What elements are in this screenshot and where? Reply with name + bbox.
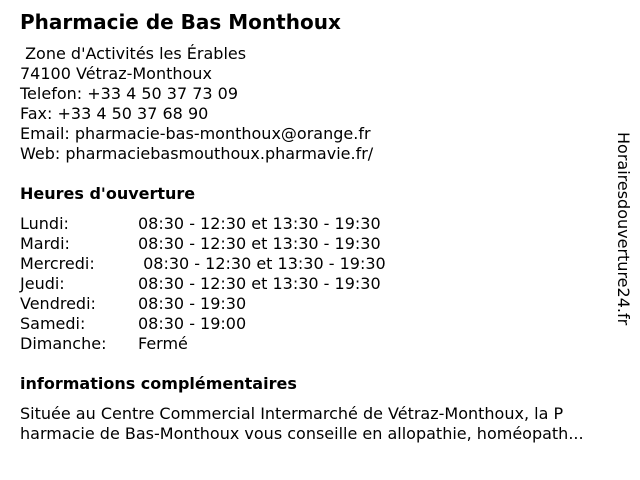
website-address: Web: pharmaciebasmouthoux.pharmavie.fr/	[20, 144, 374, 163]
day-label: Jeudi:	[20, 274, 65, 293]
additional-info-line-2: harmacie de Bas-Monthoux vous conseille en allopathie, homéopath...	[20, 424, 584, 443]
opening-hours-list	[20, 214, 386, 354]
time-range: 08:30 - 19:30	[138, 294, 247, 313]
time-range: 08:30 - 12:30 et 13:30 - 19:30	[138, 214, 381, 233]
email-address: Email: pharmacie-bas-monthoux@orange.fr	[20, 124, 371, 143]
hours-row-wednesday	[20, 254, 386, 274]
time-range: 08:30 - 12:30 et 13:30 - 19:30	[138, 274, 381, 293]
address-line-street: Zone d'Activités les Érables	[20, 44, 247, 63]
time-range: 08:30 - 12:30 et 13:30 - 19:30	[138, 254, 386, 273]
day-label: Vendredi:	[20, 294, 96, 313]
phone-number: Telefon: +33 4 50 37 73 09	[20, 84, 239, 103]
opening-hours-heading: Heures d'ouverture	[20, 184, 196, 203]
pharmacy-name: Pharmacie de Bas Monthoux	[20, 10, 341, 34]
day-label: Samedi:	[20, 314, 86, 333]
time-range: Fermé	[138, 334, 188, 353]
time-range: 08:30 - 19:00	[138, 314, 247, 333]
additional-info-line-1: Située au Centre Commercial Intermarché de Vétraz-Monthoux, la P	[20, 404, 564, 423]
time-range: 08:30 - 12:30 et 13:30 - 19:30	[138, 234, 381, 253]
hours-row-thursday	[20, 274, 386, 294]
hours-row-friday	[20, 294, 386, 314]
day-label: Dimanche:	[20, 334, 107, 353]
day-label: Lundi:	[20, 214, 69, 233]
day-label: Mardi:	[20, 234, 70, 253]
contact-block	[20, 44, 373, 164]
fax-number: Fax: +33 4 50 37 68 90	[20, 104, 209, 123]
hours-row-saturday	[20, 314, 386, 334]
additional-info-text	[20, 404, 636, 444]
hours-row-sunday	[20, 334, 386, 354]
address-line-city: 74100 Vétraz-Monthoux	[20, 64, 212, 83]
day-label: Mercredi:	[20, 254, 95, 273]
hours-row-monday	[20, 214, 386, 234]
additional-info-heading: informations complémentaires	[20, 374, 297, 393]
hours-row-tuesday	[20, 234, 386, 254]
site-watermark	[612, 132, 634, 372]
site-watermark-text: Horairesdouverture24.fr	[614, 132, 633, 326]
